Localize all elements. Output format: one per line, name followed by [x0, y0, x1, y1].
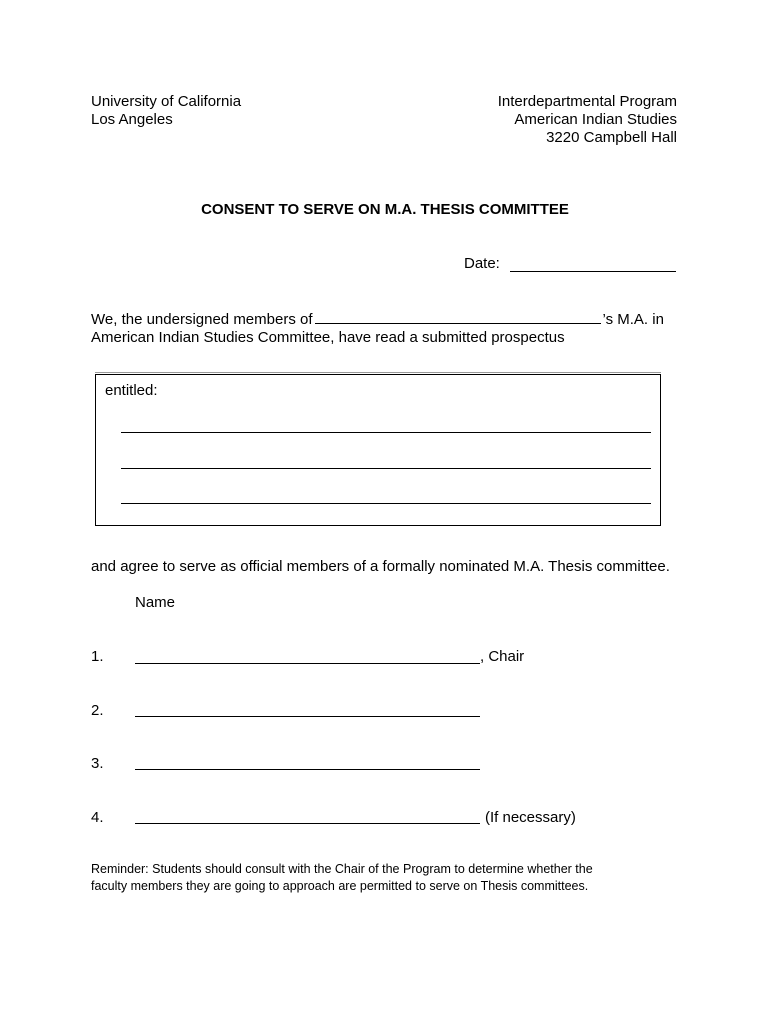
box-top-border [95, 372, 661, 373]
entitled-label: entitled: [105, 382, 158, 399]
title-line-2[interactable] [121, 468, 651, 469]
intro-line-1 [91, 309, 691, 329]
university-name: University of California [91, 93, 242, 110]
intro-text-before: We, the undersigned members of [91, 311, 313, 328]
if-necessary-label: (If necessary) [485, 809, 576, 826]
row-number-4: 4. [91, 809, 104, 826]
chair-label: , Chair [480, 648, 525, 665]
program-name: Interdepartmental Program [497, 93, 677, 110]
intro-line-2: American Indian Studies Committee, have read a submitted prospectus [91, 329, 565, 346]
signature-line-2[interactable] [135, 716, 480, 717]
date-label: Date: [464, 255, 500, 272]
name-column-header: Name [135, 594, 176, 611]
signature-line-4[interactable] [135, 823, 480, 824]
university-address [91, 93, 241, 129]
department-name: American Indian Studies [514, 111, 677, 128]
program-address [498, 93, 677, 147]
university-city: Los Angeles [91, 111, 173, 128]
office-location: 3220 Campbell Hall [546, 129, 677, 146]
row-number-3: 3. [91, 755, 104, 772]
reminder-note [91, 861, 691, 895]
signature-line-1[interactable] [135, 663, 480, 664]
reminder-line-2: faculty members they are going to approach are permitted to serve on Thesis committees. [91, 879, 589, 893]
date-field[interactable] [510, 254, 676, 272]
row-number-1: 1. [91, 648, 104, 665]
title-line-3[interactable] [121, 503, 651, 504]
agree-statement: and agree to serve as official members of a formally nominated M.A. Thesis committee. [91, 558, 670, 575]
intro-text-after: ’s M.A. in [602, 311, 664, 328]
title-line-1[interactable] [121, 432, 651, 433]
reminder-line-1: Reminder: Students should consult with the Chair of the Program to determine whether the [91, 862, 593, 876]
student-name-field[interactable] [315, 309, 601, 324]
row-number-2: 2. [91, 702, 104, 719]
intro-paragraph [91, 309, 691, 347]
signature-line-3[interactable] [135, 769, 480, 770]
page-title: CONSENT TO SERVE ON M.A. THESIS COMMITTEE [201, 201, 569, 218]
